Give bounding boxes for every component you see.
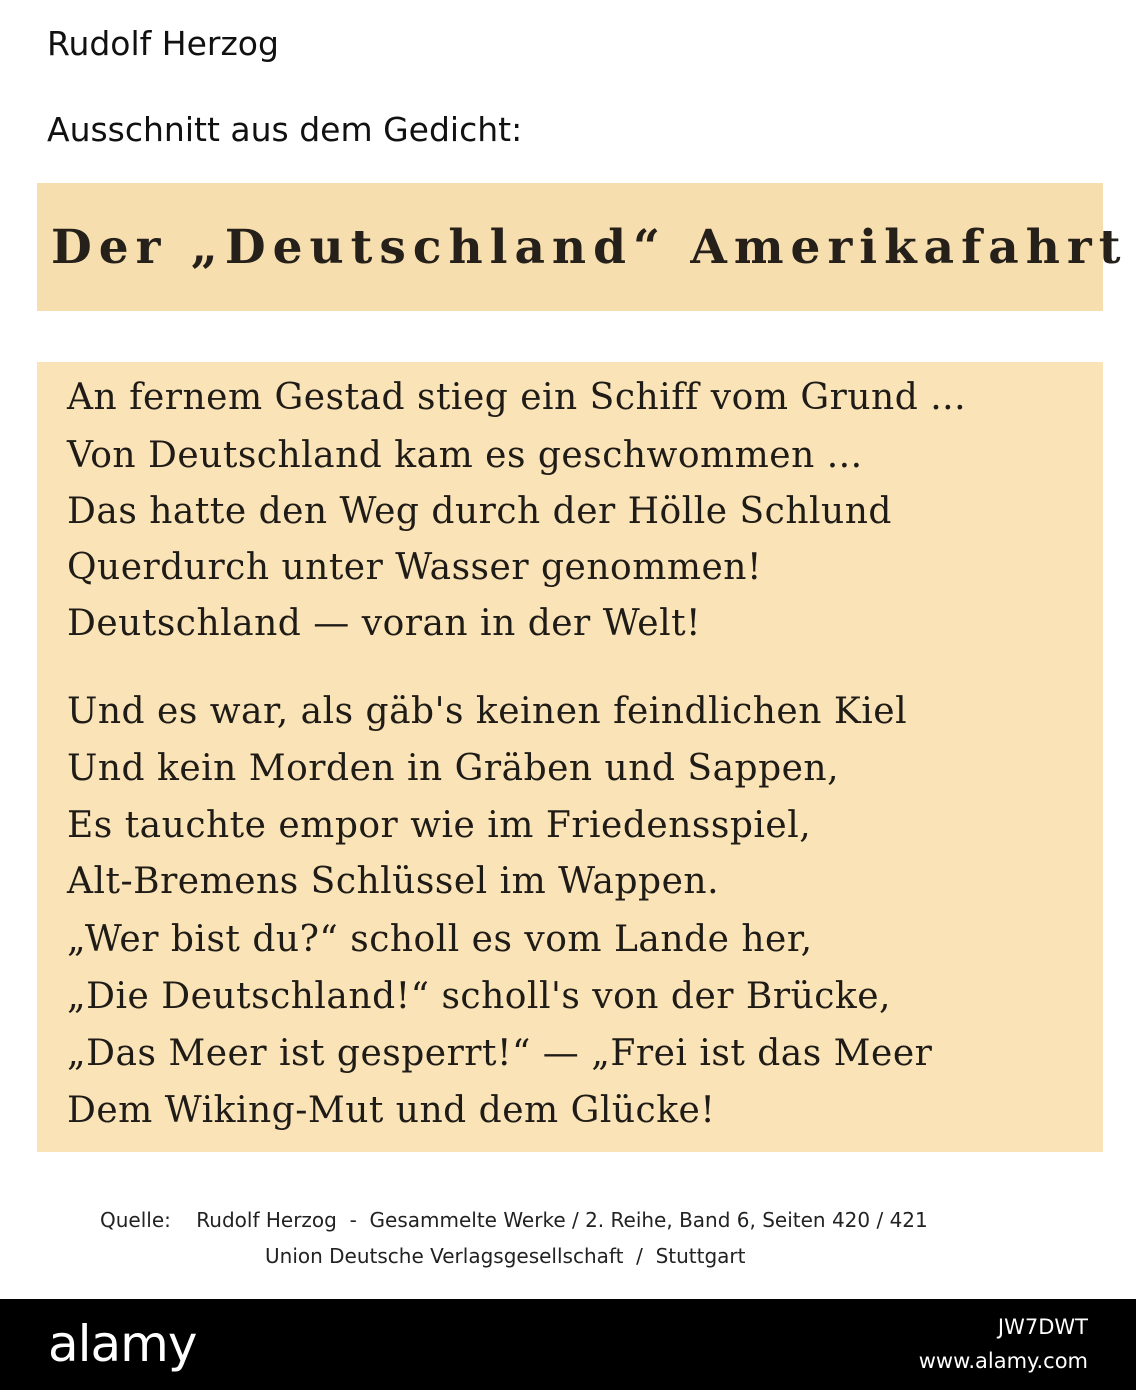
poem-line: Es tauchte empor wie im Friedensspiel, bbox=[67, 805, 812, 846]
poem-line: Alt-Bremens Schlüssel im Wappen. bbox=[67, 861, 720, 902]
footer-bar bbox=[0, 1299, 1136, 1390]
poem-line: An fernem Gestad stieg ein Schiff vom Grund ... bbox=[67, 377, 967, 418]
poem-line: Querdurch unter Wasser genommen! bbox=[67, 547, 762, 588]
poem-line: Deutschland — voran in der Welt! bbox=[67, 603, 702, 644]
author-heading: Rudolf Herzog bbox=[47, 24, 279, 63]
poem-line: „Wer bist du?“ scholl es vom Lande her, bbox=[67, 919, 813, 960]
poem-line: Und kein Morden in Gräben und Sappen, bbox=[67, 748, 840, 789]
poem-excerpt bbox=[37, 362, 1103, 1152]
source-citation: Quelle: Rudolf Herzog - Gesammelte Werke / 2. Reihe, Band 6, Seiten 420 / 421 bbox=[100, 1208, 928, 1232]
footer-url: www.alamy.com bbox=[918, 1349, 1088, 1373]
poem-line: „Die Deutschland!“ scholl's von der Brücke, bbox=[67, 976, 891, 1017]
image-id: JW7DWT bbox=[997, 1315, 1088, 1339]
excerpt-subtitle: Ausschnitt aus dem Gedicht: bbox=[47, 110, 523, 149]
poem-line: Und es war, als gäb's keinen feindlichen Kiel bbox=[67, 691, 908, 732]
poem-line: Dem Wiking-Mut und dem Glücke! bbox=[67, 1090, 716, 1131]
poem-title: Der „Deutschland“ Amerikafahrt bbox=[51, 220, 1128, 275]
poem-title-strip bbox=[37, 183, 1128, 311]
poem-line: Das hatte den Weg durch der Hölle Schlund bbox=[67, 491, 892, 532]
poem-line: Von Deutschland kam es geschwommen ... bbox=[67, 435, 863, 476]
publisher-line: Union Deutsche Verlagsgesellschaft / Stuttgart bbox=[265, 1244, 746, 1268]
alamy-logo: alamy bbox=[48, 1315, 197, 1373]
poem-line: „Das Meer ist gesperrt!“ — „Frei ist das Meer bbox=[67, 1033, 933, 1074]
